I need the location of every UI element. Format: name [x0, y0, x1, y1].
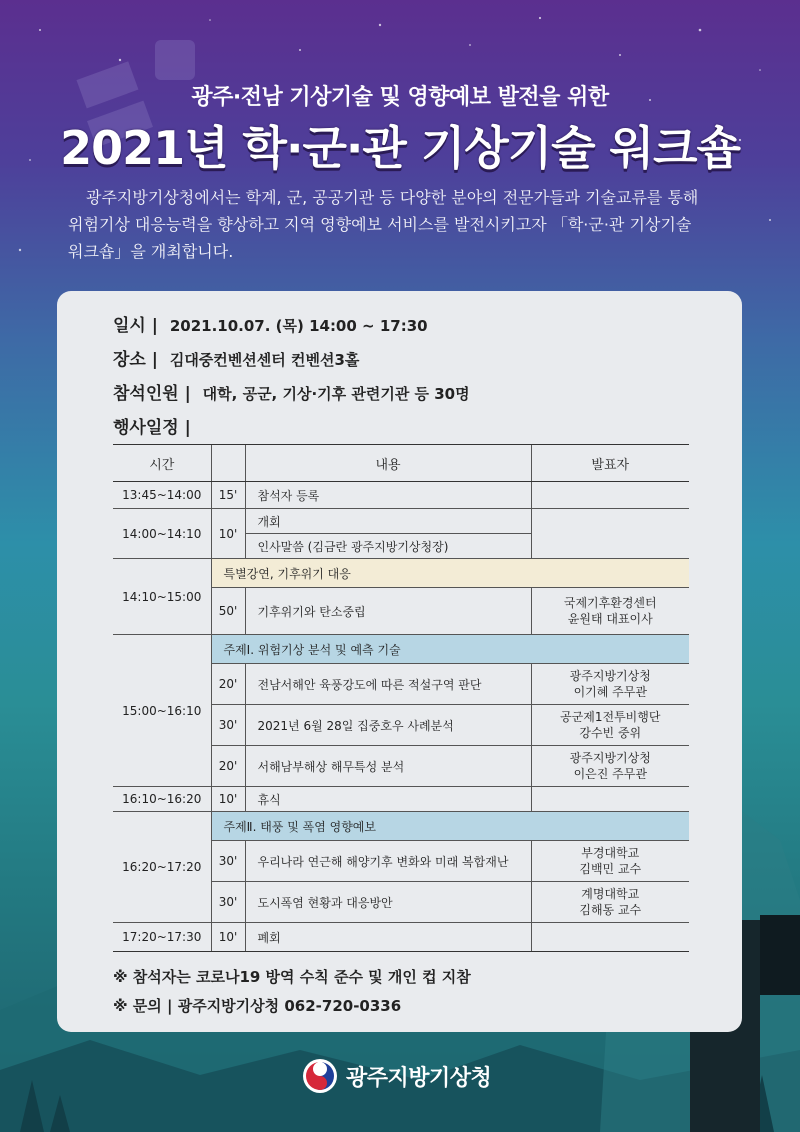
intro-line-3: 워크숍」을 개최합니다. [68, 242, 234, 261]
note-contact: ※ 문의 | 광주지방기상청 062-720-0336 [113, 997, 402, 1015]
cell-duration: 15' [211, 482, 245, 509]
table-row [113, 482, 689, 509]
attendees-row [113, 379, 470, 404]
cell-presenter [531, 787, 689, 812]
cell-time: 14:00~14:10 [113, 509, 211, 559]
cell-content: 2021년 6월 28일 집중호우 사례분석 [245, 705, 531, 746]
place-label: 장소 | [113, 350, 158, 370]
intro-line-2: 위험기상 대응능력을 향상하고 지역 영향예보 서비스를 발전시키고자 「학·군·관 기상기술 [68, 215, 692, 234]
cell-time: 15:00~16:10 [113, 635, 211, 787]
taegeuk-logo-icon [302, 1058, 338, 1094]
cell-time: 17:20~17:30 [113, 923, 211, 952]
cell-content: 전남서해안 육풍강도에 따른 적설구역 판단 [245, 664, 531, 705]
cell-presenter [531, 509, 689, 559]
date-row [113, 311, 428, 336]
cell-duration: 20' [211, 664, 245, 705]
schedule-row [113, 413, 191, 438]
date-value: 2021.10.07. (목) 14:00 ~ 17:30 [169, 317, 428, 335]
header-presenter: 발표자 [531, 445, 689, 482]
session-band: 특별강연, 기후위기 대응 [211, 559, 689, 588]
cell-duration: 30' [211, 841, 245, 882]
cell-presenter [531, 923, 689, 952]
cell-presenter: 광주지방기상청 이은진 주무관 [531, 746, 689, 787]
cell-duration: 10' [211, 923, 245, 952]
cell-content: 서해남부해상 해무특성 분석 [245, 746, 531, 787]
cell-duration: 50' [211, 588, 245, 635]
cell-content: 인사말씀 (김금란 광주지방기상청장) [245, 534, 531, 559]
header-content: 내용 [245, 445, 531, 482]
intro-line-1: 광주지방기상청에서는 학계, 군, 공공기관 등 다양한 분야의 전문가들과 기술교류를 통해 [86, 188, 699, 207]
cell-presenter: 부경대학교 김백민 교수 [531, 841, 689, 882]
date-label: 일시 | [113, 316, 158, 336]
table-row [113, 509, 689, 534]
attendees-label: 참석인원 | [113, 384, 191, 404]
cell-time: 16:20~17:20 [113, 812, 211, 923]
place-row [113, 345, 359, 370]
intro-paragraph [68, 184, 734, 265]
cell-content: 도시폭염 현황과 대응방안 [245, 882, 531, 923]
cell-presenter: 공군제1전투비행단 강수빈 중위 [531, 705, 689, 746]
cell-time: 13:45~14:00 [113, 482, 211, 509]
footer-logo [302, 1058, 491, 1094]
cell-presenter [531, 482, 689, 509]
page-title: 2021년 학·군·관 기상기술 워크숍 [60, 121, 740, 175]
session-band: 주제Ⅰ. 위험기상 분석 및 예측 기술 [211, 635, 689, 664]
cell-duration: 20' [211, 746, 245, 787]
header-duration [211, 445, 245, 482]
cell-duration: 10' [211, 787, 245, 812]
cell-content: 참석자 등록 [245, 482, 531, 509]
header-time: 시간 [113, 445, 211, 482]
cell-content: 개회 [245, 509, 531, 534]
attendees-value: 대학, 공군, 기상·기후 관련기관 등 30명 [202, 385, 470, 403]
cell-presenter: 광주지방기상청 이기혜 주무관 [531, 664, 689, 705]
cell-duration: 30' [211, 882, 245, 923]
cell-duration: 30' [211, 705, 245, 746]
cell-content: 기후위기와 탄소중립 [245, 588, 531, 635]
cell-presenter: 계명대학교 김해동 교수 [531, 882, 689, 923]
schedule-label: 행사일정 | [113, 418, 191, 438]
cell-content: 휴식 [245, 787, 531, 812]
cell-duration: 10' [211, 509, 245, 559]
table-row [113, 812, 689, 841]
table-row [113, 787, 689, 812]
cell-time: 16:10~16:20 [113, 787, 211, 812]
table-row [113, 923, 689, 952]
table-header-row [113, 445, 689, 482]
cell-content: 우리나라 연근해 해양기후 변화와 미래 복합재난 [245, 841, 531, 882]
note-covid: ※ 참석자는 코로나19 방역 수칙 준수 및 개인 컵 지참 [113, 968, 471, 986]
table-row [113, 559, 689, 588]
footer-org-name: 광주지방기상청 [346, 1065, 492, 1091]
cell-content: 폐회 [245, 923, 531, 952]
header-subtitle: 광주·전남 기상기술 및 영향예보 발전을 위한 [191, 85, 609, 110]
cell-time: 14:10~15:00 [113, 559, 211, 635]
table-row [113, 635, 689, 664]
cell-presenter: 국제기후환경센터 윤원태 대표이사 [531, 588, 689, 635]
schedule-table [113, 444, 689, 952]
place-value: 김대중컨벤션센터 컨벤션3홀 [169, 351, 360, 369]
session-band: 주제Ⅱ. 태풍 및 폭염 영향예보 [211, 812, 689, 841]
